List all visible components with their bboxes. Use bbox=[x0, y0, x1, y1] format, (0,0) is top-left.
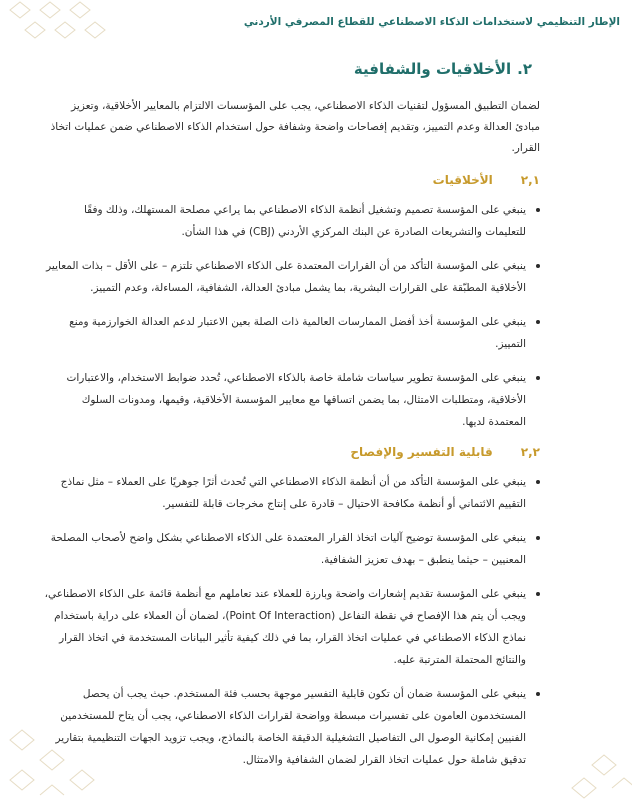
document-header-title: الإطار التنظيمي لاستخدامات الذكاء الاصطناعي للقطاع المصرفي الأردني bbox=[243, 16, 620, 28]
header-ornament-icon bbox=[0, 0, 120, 60]
list-item bbox=[44, 471, 540, 515]
bullet-icon bbox=[536, 592, 540, 596]
subsection-number: ٢,٢ bbox=[520, 445, 540, 459]
explainability-bullet-list bbox=[44, 471, 540, 771]
bullet-text: ينبغي على المؤسسة تطوير سياسات شاملة خاصة بالذكاء الاصطناعي، تُحدد ضوابط الاستخدام، والاعتبارات الأخلاقية، ومتطلبات الامتثال، بما يضمن اتساقها مع معايير المؤسسة الأخلاقية، وقيمها، ومدونات السلوك المعتمدة لديها. bbox=[66, 372, 526, 428]
bullet-text: ينبغي على المؤسسة تصميم وتشغيل أنظمة الذكاء الاصطناعي بما يراعي مصلحة المستهلك، وذلك وفقًا للتعليمات والتشريعات الصادرة عن البنك المركزي الأردني (CBJ) في هذا الشأن. bbox=[83, 204, 526, 238]
section-number: ٢. bbox=[517, 60, 532, 78]
bullet-text: ينبغي على المؤسسة التأكد من أن القرارات المعتمدة على الذكاء الاصطناعي تلتزم – على الأقل – بذات المعايير الأخلاقية المطبّقة على القرارات البشرية، بما يشمل مبادئ العدالة، الشفافية، المساءلة، وعدم التمييز. bbox=[46, 260, 526, 294]
section-heading bbox=[44, 60, 532, 78]
section-title: الأخلاقيات والشفافية bbox=[353, 60, 512, 78]
list-item bbox=[44, 311, 540, 355]
bullet-text: ينبغي على المؤسسة التأكد من أن أنظمة الذكاء الاصطناعي التي تُحدث أثرًا جوهريًا على العملاء – مثل نماذج التقييم الائتماني أو أنظمة مكافحة الاحتيال – قادرة على إنتاج مخرجات قابلة للتفسير. bbox=[60, 476, 526, 510]
bullet-icon bbox=[536, 536, 540, 540]
bullet-text: ينبغي على المؤسسة ضمان أن تكون قابلية التفسير موجهة بحسب فئة المستخدم. حيث يجب أن يحصل المستخدمون العامون على تفسيرات مبسطة وواضحة لقرارات الذكاء الاصطناعي، يجب أن يتاح للمستخدمين الفنيين إمكانية الوصول الى التفاصيل التشغيلية الدقيقة الخاصة بالنماذج، ويجب تزويد الجهات التنظيمية بتقارير تدقيق شاملة حول عمليات اتخاذ القرار لضمان الشفافية والامتثال. bbox=[55, 688, 526, 766]
bullet-icon bbox=[536, 264, 540, 268]
list-item bbox=[44, 583, 540, 671]
list-item bbox=[44, 683, 540, 771]
list-item bbox=[44, 255, 540, 299]
bullet-icon bbox=[536, 376, 540, 380]
bullet-icon bbox=[536, 692, 540, 696]
subsection-number: ٢,١ bbox=[520, 173, 540, 187]
bullet-text: ينبغي على المؤسسة تقديم إشعارات واضحة وبارزة للعملاء عند تعاملهم مع أنظمة قائمة على الذكاء الاصطناعي، ويجب أن يتم هذا الإفصاح في نقطة التفاعل (Point Of Interaction)، لضمان أن العملاء على دراية باستخدام نماذج الذكاء الاصطناعي في عمليات اتخاذ القرار، بما في ذلك كيفية تأثير البيانات المستخدمة في اتخاذ القرار والنتائج المحتملة المترتبة عليه. bbox=[44, 588, 526, 666]
bullet-icon bbox=[536, 320, 540, 324]
ethics-bullet-list bbox=[44, 199, 540, 433]
main-content bbox=[44, 60, 540, 783]
bullet-text: ينبغي على المؤسسة أخذ أفضل الممارسات العالمية ذات الصلة بعين الاعتبار لدعم العدالة الخوارزمية ومنع التمييز. bbox=[69, 316, 526, 350]
bullet-icon bbox=[536, 208, 540, 212]
bullet-icon bbox=[536, 480, 540, 484]
subsection-heading-ethics bbox=[44, 173, 540, 187]
list-item bbox=[44, 367, 540, 433]
bullet-text: ينبغي على المؤسسة توضيح آليات اتخاذ القرار المعتمدة على الذكاء الاصطناعي بشكل واضح لأصحاب المصلحة المعنيين – حيثما ينطبق – بهدف تعزيز الشفافية. bbox=[50, 532, 526, 566]
footer-ornament-right-icon bbox=[542, 710, 632, 800]
list-item bbox=[44, 199, 540, 243]
list-item bbox=[44, 527, 540, 571]
section-intro: لضمان التطبيق المسؤول لتقنيات الذكاء الاصطناعي، يجب على المؤسسات الالتزام بالمعايير الأخلاقية، وتعزيز مبادئ العدالة وعدم التمييز، وتقديم إفصاحات واضحة وشفافة حول استخدام الذكاء الاصطناعي ضمن عمليات اتخاذ القرار. bbox=[50, 100, 540, 154]
subsection-title: قابلية التفسير والإفصاح bbox=[350, 445, 493, 459]
subsection-heading-explainability bbox=[44, 445, 540, 459]
subsection-title: الأخلاقيات bbox=[432, 173, 493, 187]
